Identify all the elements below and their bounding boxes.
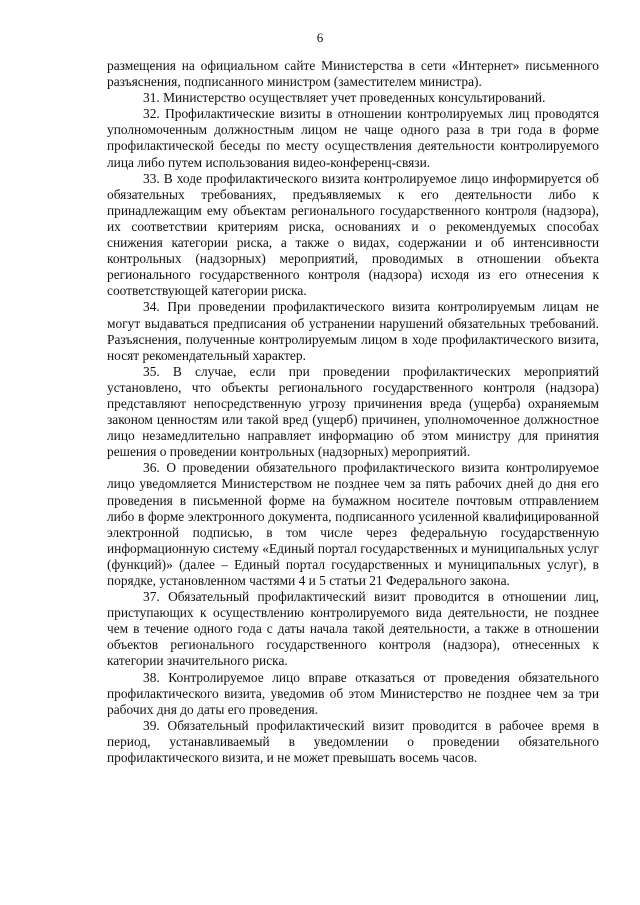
paragraph-37: 37. Обязательный профилактический визит проводится в отношении лиц, приступающих к осуществлению контролируемого вида деятельности, не позднее чем в течение одного года с даты начала такой деятельности, а также в отношении объектов регионального государственного контроля (надзора), отнесенных к категории значительного риска. xyxy=(107,589,599,669)
paragraph-35: 35. В случае, если при проведении профилактических мероприятий установлено, что объекты регионального государственного контроля (надзора) представляют непосредственную угрозу причинения вреда (ущерба) охраняемым законом ценностям или такой вред (ущерб) причинен, уполномоченное должностное лицо незамедлительно направляет информацию об этом министру для принятия решения о проведении контрольных (надзорных) мероприятий. xyxy=(107,363,599,460)
page-number: 6 xyxy=(316,30,324,45)
paragraph-39: 39. Обязательный профилактический визит проводится в рабочее время в период, устанавливаемый в уведомлении о проведении обязательного профилактического визита, и не может превышать восемь часов. xyxy=(107,717,599,766)
paragraph-32: 32. Профилактические визиты в отношении контролируемых лиц проводятся уполномоченным должностным лицом не чаще одного раза в три года в форме профилактической беседы по месту осуществления деятельности контролируемого лица либо путем использования видео-конференц-связи. xyxy=(107,106,599,170)
paragraph-33: 33. В ходе профилактического визита контролируемое лицо информируется об обязательных требованиях, предъявляемых к его деятельности либо к принадлежащим ему объектам регионального государственного контроля (надзора), их соответствии критериям риска, основаниях и о рекомендуемых способах снижения категории риска, а также о видах, содержании и об интенсивности контрольных (надзорных) мероприятий, проводимых в отношении объекта регионального государственного контроля (надзора) исходя из его отнесения к соответствующей категории риска. xyxy=(107,170,599,299)
paragraph-36: 36. О проведении обязательного профилактического визита контролируемое лицо уведомляется Министерством не позднее чем за пять рабочих дней до дня его проведения в письменной форме на бумажном носителе почтовым отправлением либо в форме электронного документа, подписанного усиленной квалифицированной электронной подписью, в том числе через федеральную государственную информационную систему «Единый портал государственных и муниципальных услуг (функций)» (далее – Единый портал государственных и муниципальных услуг), в порядке, установленном частями 4 и 5 статьи 21 Федерального закона. xyxy=(107,460,600,588)
paragraph-38: 38. Контролируемое лицо вправе отказаться от проведения обязательного профилактического визита, уведомив об этом Министерство не позднее чем за три рабочих дня до даты его проведения. xyxy=(107,669,599,717)
paragraph-continuation: размещения на официальном сайте Министерства в сети «Интернет» письменного разъяснения, подписанного министром (заместителем министра). xyxy=(107,58,599,90)
paragraph-34: 34. При проведении профилактического визита контролируемым лицам не могут выдаваться предписания об устранении нарушений обязательных требований. Разъяснения, полученные контролируемым лицом в ходе профилактического визита, носят рекомендательный характер. xyxy=(107,299,599,363)
document-body xyxy=(107,58,599,766)
paragraph-31: 31. Министерство осуществляет учет проведенных консультирований. xyxy=(143,90,546,106)
